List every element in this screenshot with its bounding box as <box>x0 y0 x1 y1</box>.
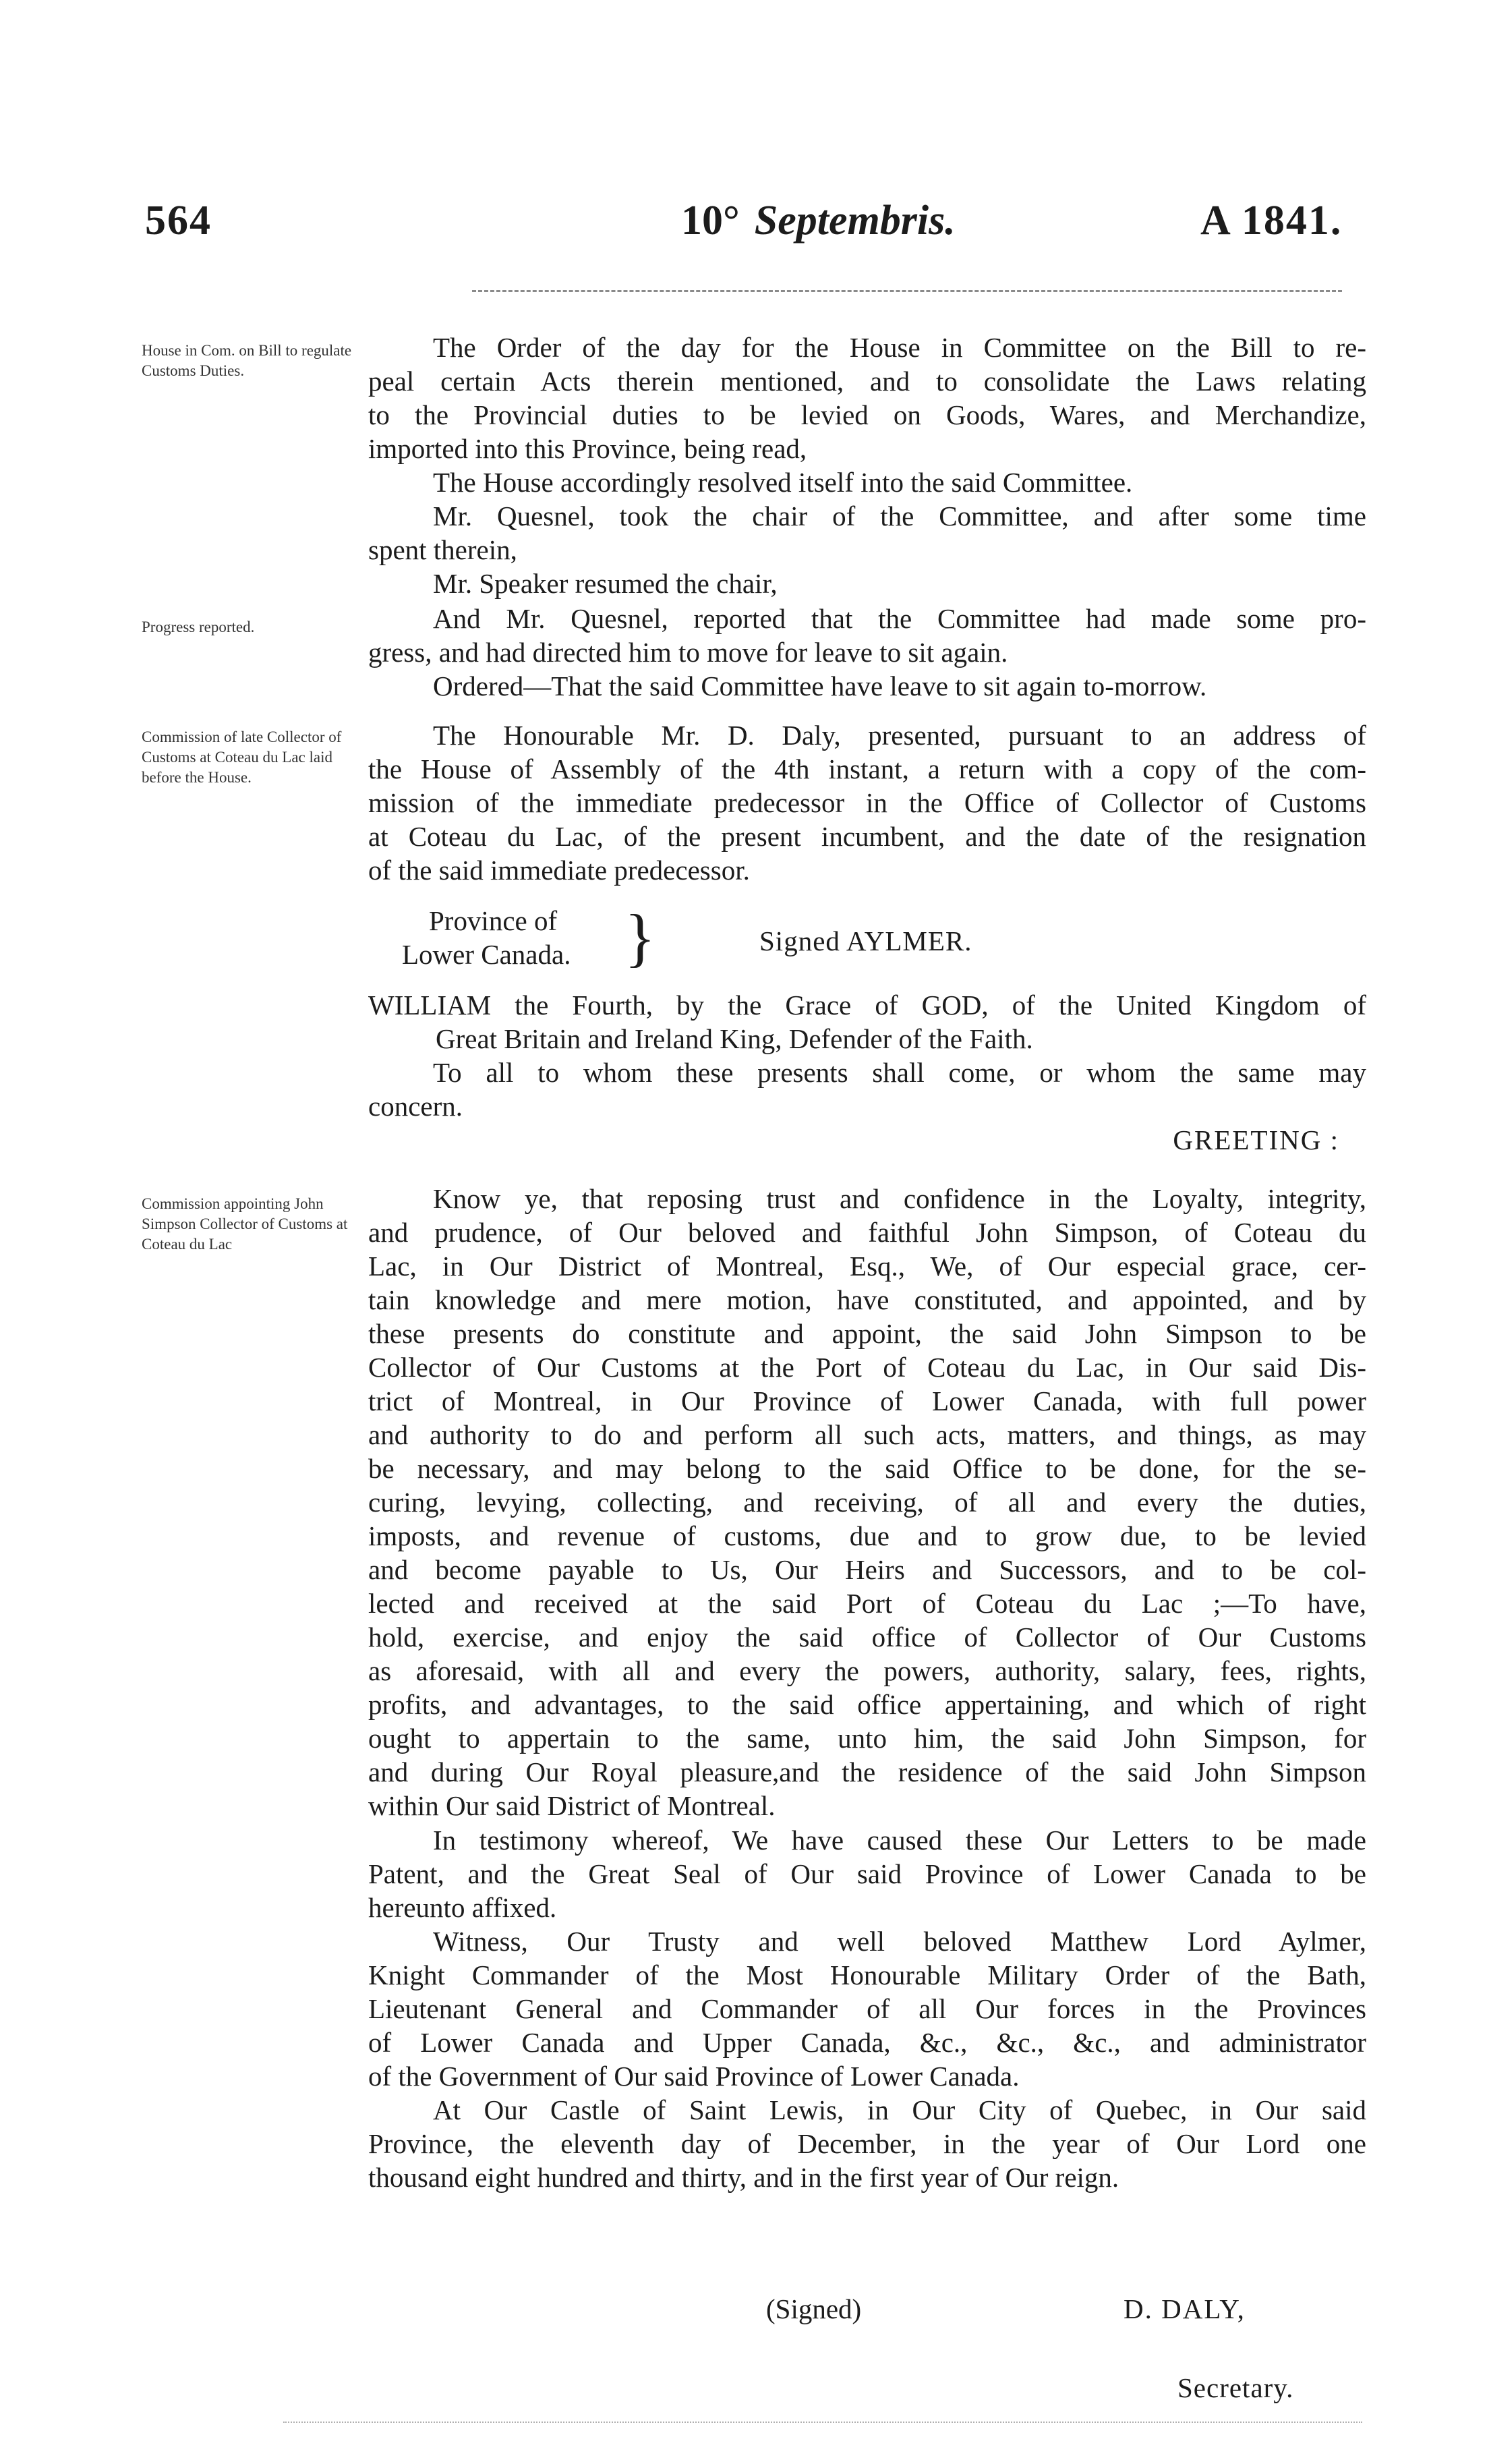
section-preamble <box>368 988 1366 1123</box>
signed-aylmer: Signed AYLMER. <box>759 925 972 956</box>
section-testimony <box>368 1823 1366 1924</box>
text-line: At Our Castle of Saint Lewis, in Our City of Quebec, in Our said <box>433 2094 1366 2125</box>
text-line: these presents do constitute and appoint, the said John Simpson to be <box>368 1318 1366 1349</box>
section-committee <box>368 331 1366 600</box>
text-line: Knight Commander of the Most Honourable Military Order of the Bath, <box>368 1959 1366 1990</box>
text-line: spent therein, <box>368 534 517 565</box>
greeting: GREETING : <box>1173 1124 1339 1155</box>
province-label <box>402 904 571 971</box>
text-line: thousand eight hundred and thirty, and in the first year of Our reign. <box>368 2162 1119 2193</box>
text-line: Lieutenant General and Commander of all Our forces in the Provinces <box>368 1993 1366 2024</box>
text-line: To all to whom these presents shall come, or whom the same may <box>433 1057 1366 1088</box>
text-line: WILLIAM the Fourth, by the Grace of GOD, of the United Kingdom of <box>368 990 1366 1021</box>
text-line: In testimony whereof, We have caused these Our Letters to be made <box>433 1825 1366 1856</box>
text-line: lected and received at the said Port of Coteau du Lac ;—To have, <box>368 1588 1366 1619</box>
margin-note-committee: House in Com. on Bill to regulate Customs Duties. <box>142 342 352 379</box>
brace-glyph: } <box>624 901 656 973</box>
text-line: and authority to do and perform all such acts, matters, and things, as may <box>368 1419 1366 1450</box>
page-number: 564 <box>145 198 212 243</box>
text-line: hereunto affixed. <box>368 1892 557 1923</box>
signatory-title: Secretary. <box>1177 2372 1294 2403</box>
text-line: concern. <box>368 1091 463 1122</box>
text-line: of Lower Canada and Upper Canada, &c., &c., &c., and administrator <box>368 2027 1366 2058</box>
page-year: A 1841. <box>1200 198 1343 243</box>
margin-note-commission-laid: Commission of late Collector of Customs at Coteau du Lac laid before the House. <box>142 728 342 786</box>
footer-rule <box>283 2422 1362 2423</box>
date-month: Septembris. <box>754 198 956 243</box>
margin-note-progress: Progress reported. <box>142 619 255 635</box>
text-line: as aforesaid, with all and every the powers, authority, salary, fees, rights, <box>368 1655 1366 1686</box>
text-line: The Order of the day for the House in Committee on the Bill to re- <box>433 332 1366 363</box>
text-line: and prudence, of Our beloved and faithful John Simpson, of Coteau du <box>368 1217 1366 1248</box>
date-day: 10° <box>681 198 740 243</box>
text-line: Lac, in Our District of Montreal, Esq., We, of Our especial grace, cer- <box>368 1251 1366 1282</box>
province-block <box>368 901 1366 978</box>
text-line: within Our said District of Montreal. <box>368 1790 776 1821</box>
signatory-name: D. DALY, <box>1124 2293 1246 2324</box>
province-line: Province of <box>429 905 558 936</box>
text-line: trict of Montreal, in Our Province of Lower Canada, with full power <box>368 1385 1366 1416</box>
text-line: Know ye, that reposing trust and confidence in the Loyalty, integrity, <box>433 1183 1366 1214</box>
running-title <box>681 200 956 241</box>
text-line: hold, exercise, and enjoy the said office of Collector of Our Customs <box>368 1622 1366 1653</box>
text-line: profits, and advantages, to the said office appertaining, and which of right <box>368 1689 1366 1720</box>
text-line: Ordered—That the said Committee have leave to sit again to-morrow. <box>433 670 1207 701</box>
text-line: gress, and had directed him to move for leave to sit again. <box>368 637 1008 668</box>
header-rule <box>472 290 1342 292</box>
text-line: Mr. Quesnel, took the chair of the Committee, and after some time <box>433 500 1366 532</box>
text-line: Mr. Speaker resumed the chair, <box>433 568 778 599</box>
text-line: and during Our Royal pleasure,and the residence of the said John Simpson <box>368 1756 1366 1787</box>
margin-note-commission-appointing: Commission appointing John Simpson Collector of Customs at Coteau du Lac <box>142 1195 348 1253</box>
text-line: of the Government of Our said Province of Lower Canada. <box>368 2061 1020 2092</box>
section-witness <box>368 1924 1366 2093</box>
text-line: The Honourable Mr. D. Daly, presented, pursuant to an address of <box>433 720 1366 751</box>
text-line: ought to appertain to the same, unto him, the said John Simpson, for <box>368 1723 1366 1754</box>
text-line: the House of Assembly of the 4th instant, a return with a copy of the com- <box>368 753 1366 784</box>
text-line: And Mr. Quesnel, reported that the Committee had made some pro- <box>433 603 1366 634</box>
text-line: curing, levying, collecting, and receiving, of all and every the duties, <box>368 1487 1366 1518</box>
text-line: at Coteau du Lac, of the present incumbent, and the date of the resignation <box>368 821 1366 852</box>
signed-label: (Signed) <box>766 2293 862 2324</box>
text-line: and become payable to Us, Our Heirs and Successors, and to be col- <box>368 1554 1366 1585</box>
text-line: of the said immediate predecessor. <box>368 855 750 886</box>
text-line: tain knowledge and mere motion, have constituted, and appointed, and by <box>368 1284 1366 1315</box>
text-line: Great Britain and Ireland King, Defender of the Faith. <box>436 1023 1033 1054</box>
text-line: imposts, and revenue of customs, due and to grow due, to be levied <box>368 1520 1366 1551</box>
province-line: Lower Canada. <box>402 939 571 970</box>
section-progress <box>368 602 1366 703</box>
text-line: Witness, Our Trusty and well beloved Matthew Lord Aylmer, <box>433 1926 1366 1957</box>
text-line: Patent, and the Great Seal of Our said Province of Lower Canada to be <box>368 1858 1366 1889</box>
text-line: peal certain Acts therein mentioned, and to consolidate the Laws relating <box>368 366 1366 397</box>
signatory-title-block <box>368 2371 1366 2411</box>
text-line: Province, the eleventh day of December, in the year of Our Lord one <box>368 2128 1366 2159</box>
greeting-block <box>368 1123 1366 1157</box>
signature-block <box>368 2292 1366 2332</box>
text-line: to the Provincial duties to be levied on Goods, Wares, and Merchandize, <box>368 399 1366 430</box>
text-line: Collector of Our Customs at the Port of Coteau du Lac, in Our said Dis- <box>368 1352 1366 1383</box>
text-line: The House accordingly resolved itself into the said Committee. <box>433 467 1133 498</box>
text-line: be necessary, and may belong to the said Office to be done, for the se- <box>368 1453 1366 1484</box>
section-castle <box>368 2093 1366 2194</box>
text-line: mission of the immediate predecessor in the Office of Collector of Customs <box>368 787 1366 818</box>
text-line: imported into this Province, being read, <box>368 433 807 464</box>
section-commission <box>368 1182 1366 1823</box>
section-commission-return <box>368 718 1366 887</box>
